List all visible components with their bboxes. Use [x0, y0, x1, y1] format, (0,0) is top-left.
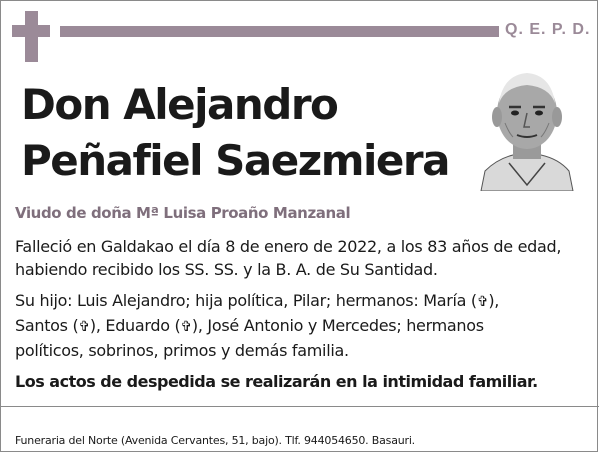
funeral-home-footer: Funeraria del Norte (Avenida Cervantes, 51, bajo). Tlf. 944054650. Basauri.	[15, 434, 415, 447]
family-text: Su hijo: Luis Alejandro; hija política, Pilar; hermanos: María (	[15, 291, 477, 310]
announcement-line-2: habiendo recibido los SS. SS. y la B. A. de Su Santidad.	[15, 260, 438, 279]
name-line-1: Don Alejandro	[21, 80, 338, 129]
cross-icon-bar	[12, 25, 50, 37]
private-service-notice: Los actos de despedida se realizarán en la intimidad familiar.	[15, 372, 538, 391]
family-line-1	[15, 289, 591, 314]
announcement-line-1: Falleció en Galdakao el día 8 de enero de 2022, a los 83 años de edad,	[15, 237, 562, 256]
deceased-name	[21, 77, 471, 189]
family-text: Santos (	[15, 316, 79, 335]
death-announcement	[15, 235, 591, 281]
family-text: ),	[488, 291, 500, 310]
deceased-cross-icon: ✞	[476, 294, 489, 310]
deceased-cross-icon: ✞	[180, 319, 192, 335]
family-list	[15, 289, 591, 362]
footer-divider	[1, 406, 599, 407]
deceased-cross-icon: ✞	[78, 319, 90, 335]
header-band	[60, 26, 499, 37]
qepd-tag: Q. E. P. D.	[505, 21, 591, 38]
name-line-2: Peñafiel Saezmiera	[21, 136, 449, 185]
subtitle-widower: Viudo de doña Mª Luisa Proaño Manzanal	[15, 204, 351, 222]
family-text: ), José Antonio y Mercedes; hermanos	[191, 316, 484, 335]
portrait-photo	[479, 67, 575, 191]
family-line-3: políticos, sobrinos, primos y demás familia.	[15, 341, 349, 360]
family-line-2	[15, 314, 591, 339]
family-text: ), Eduardo (	[89, 316, 181, 335]
